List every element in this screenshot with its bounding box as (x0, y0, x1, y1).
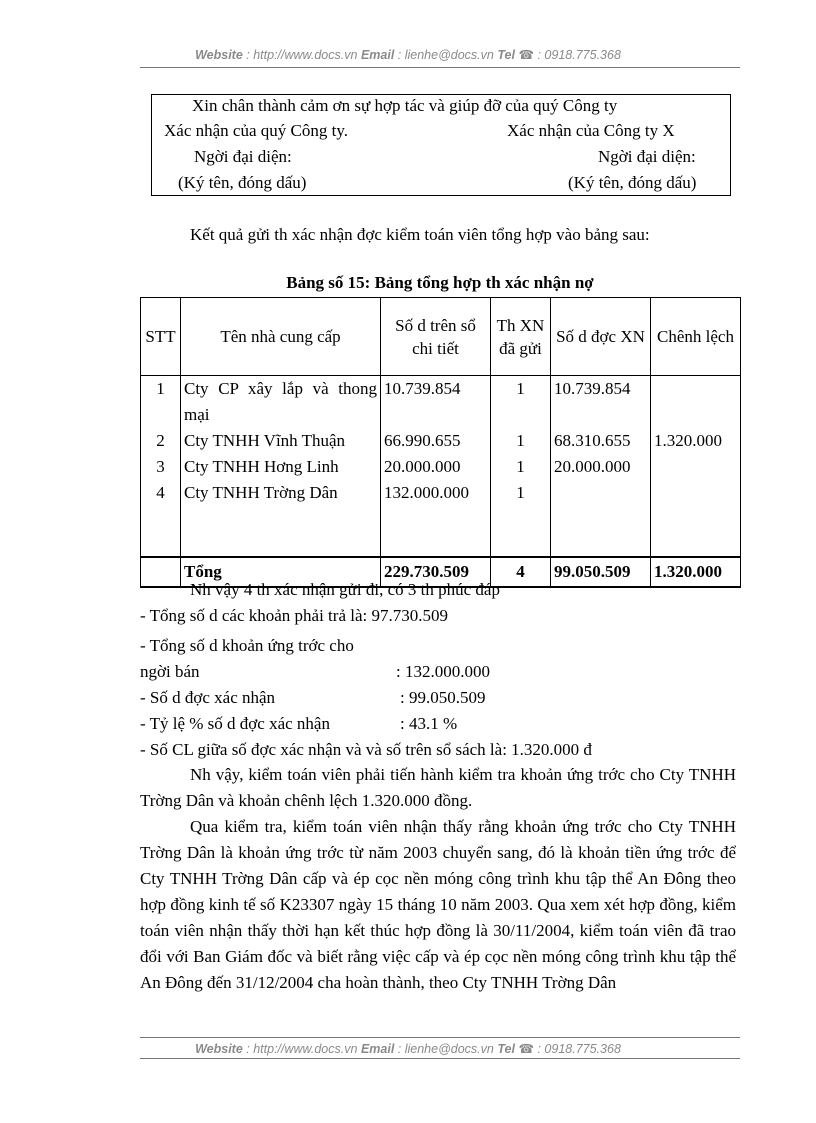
table-cell-confirmed: 10.739.854 (554, 379, 631, 398)
left-sign-text: (Ký tên, đóng dấu) (178, 173, 307, 192)
table-cell-difference (654, 376, 737, 428)
summary-line-5-label: - Số d đợc xác nhận (140, 688, 276, 707)
table-cell-difference: 1.320.000 (654, 431, 722, 450)
table-cell-book-balance: 20.000.000 (384, 457, 461, 476)
book-balance-column (381, 376, 491, 558)
table-cell-stt: 4 (156, 483, 165, 502)
table-cell-supplier: Cty TNHH Vĩnh Thuận (184, 431, 346, 450)
total-sent: 4 (491, 557, 551, 587)
footer-rule (140, 1037, 740, 1038)
header-book-balance: Số d trên sổ chi tiết (381, 298, 491, 376)
table-cell-sent: 1 (516, 431, 525, 450)
right-sign-text: (Ký tên, đóng dấu) (568, 173, 697, 192)
summary-line-1: Nh vậy 4 th xác nhận gửi đi, có 3 th phúc đáp (190, 580, 500, 599)
table-body (141, 376, 741, 558)
table-cell-book-balance: 10.739.854 (384, 379, 461, 398)
summary-line-2: - Tổng số d các khoản phải trả là: 97.730.509 (140, 606, 448, 625)
header-rule (140, 67, 740, 68)
email-value: : lienhe@docs.vn (397, 48, 494, 62)
total-stt-cell (141, 557, 181, 587)
letters-sent-column (491, 376, 551, 558)
table-cell-supplier: Cty CP xây lắp và thong mại (184, 379, 377, 424)
table-cell-stt: 1 (156, 379, 165, 398)
left-rep-text: Ngời đại diện: (194, 147, 292, 166)
right-confirm-text: Xác nhận của Công ty X (507, 121, 675, 140)
header-confirmed-balance: Số d đợc XN (551, 298, 651, 376)
summary-line-4-value: : 132.000.000 (396, 662, 490, 681)
summary-line-7: - Số CL giữa số đợc xác nhận và và số trên sổ sách là: 1.320.000 đ (140, 740, 592, 759)
confirmation-letter-box (151, 94, 731, 196)
footer-website-value: : http://www.docs.vn (246, 1042, 358, 1056)
summary-line-4-label: ngời bán (140, 662, 200, 681)
table-caption: Bảng số 15: Bảng tổng hợp th xác nhận nợ (286, 273, 594, 292)
table-cell-supplier: Cty TNHH Trờng Dân (184, 483, 338, 502)
total-difference: 1.320.000 (651, 557, 741, 587)
intro-paragraph: Kết quả gửi th xác nhận đợc kiểm toán viên tổng hợp vào bảng sau: (190, 225, 650, 244)
table-cell-supplier: Cty TNHH Hơng Linh (184, 457, 339, 476)
summary-line-3: - Tổng số d khoản ứng trớc cho (140, 636, 354, 655)
confirmed-balance-column (551, 376, 651, 558)
table-cell-confirmed: 68.310.655 (554, 431, 631, 450)
header-stt: STT (141, 298, 181, 376)
footer-rule-bottom (140, 1058, 740, 1059)
email-label: Email (360, 48, 395, 62)
summary-line-5-value: : 99.050.509 (400, 688, 486, 707)
supplier-column (181, 376, 381, 558)
paragraph-3: Qua kiểm tra, kiểm toán viên nhận thấy rằng khoản ứng trớc cho Cty TNHH Trờng Dân là khoản ứng trớc từ năm 2003 chuyển sang, đó là khoản tiền ứng trớc để Cty TNHH Trờng Dân cấp và ép cọc nền móng công trình khu tập thể An Đông theo hợp đồng kinh tế số K23307 ngày 15 tháng 10 năm 2003. Qua xem xét hợp đồng, kiểm toán viên nhận thấy thời hạn kết thúc hợp đồng là 30/11/2004, kiểm toán viên đã trao đổi với Ban Giám đốc và biết rằng việc cấp và ép cọc nền móng công trình khu tập thể An Đông đến 31/12/2004 cha hoàn thành, theo Cty TNHH Trờng Dân (140, 817, 736, 992)
total-confirmed: 99.050.509 (551, 557, 651, 587)
table-cell-book-balance: 66.990.655 (384, 431, 461, 450)
right-rep-text: Ngời đại diện: (598, 147, 696, 166)
header-supplier: Tên nhà cung cấp (181, 298, 381, 376)
footer-email-label: Email (360, 1042, 395, 1056)
table-header-row (141, 298, 741, 376)
difference-column (651, 376, 741, 558)
paragraph-2: Nh vậy, kiểm toán viên phải tiến hành kiểm tra khoản ứng trớc cho Cty TNHH Trờng Dân và khoản chênh lệch 1.320.000 đồng. (140, 765, 736, 810)
confirmation-summary-table (140, 297, 741, 588)
footer-email-value: : lienhe@docs.vn (397, 1042, 494, 1056)
table-cell-confirmed: 20.000.000 (554, 457, 631, 476)
total-label: Tổng (181, 557, 381, 587)
website-label: Website (195, 48, 243, 62)
table-cell-sent: 1 (516, 457, 525, 476)
page-header (0, 47, 816, 62)
thanks-text: Xin chân thành cảm ơn sự hợp tác và giúp đỡ của quý Công ty (192, 96, 618, 115)
total-book-balance: 229.730.509 (381, 557, 491, 587)
stt-column (141, 376, 181, 558)
table-cell-stt: 3 (156, 457, 165, 476)
header-letters-sent: Th XN đã gửi (491, 298, 551, 376)
tel-value: ☎ : 0918.775.368 (518, 48, 621, 62)
footer-tel-value: ☎ : 0918.775.368 (518, 1042, 621, 1056)
left-confirm-text: Xác nhận của quý Công ty. (164, 121, 348, 140)
summary-line-6-label: - Tỷ lệ % số d đợc xác nhận (140, 714, 330, 733)
footer-website-label: Website (195, 1042, 243, 1056)
header-difference: Chênh lệch (651, 298, 741, 376)
page-footer (0, 1041, 816, 1056)
website-value: : http://www.docs.vn (246, 48, 358, 62)
table-cell-book-balance: 132.000.000 (384, 483, 469, 502)
table-cell-sent: 1 (516, 483, 525, 502)
table-cell-sent: 1 (516, 379, 525, 398)
table-cell-stt: 2 (156, 431, 165, 450)
tel-label: Tel (497, 48, 515, 62)
summary-line-6-value: : 43.1 % (400, 714, 458, 733)
footer-tel-label: Tel (497, 1042, 515, 1056)
